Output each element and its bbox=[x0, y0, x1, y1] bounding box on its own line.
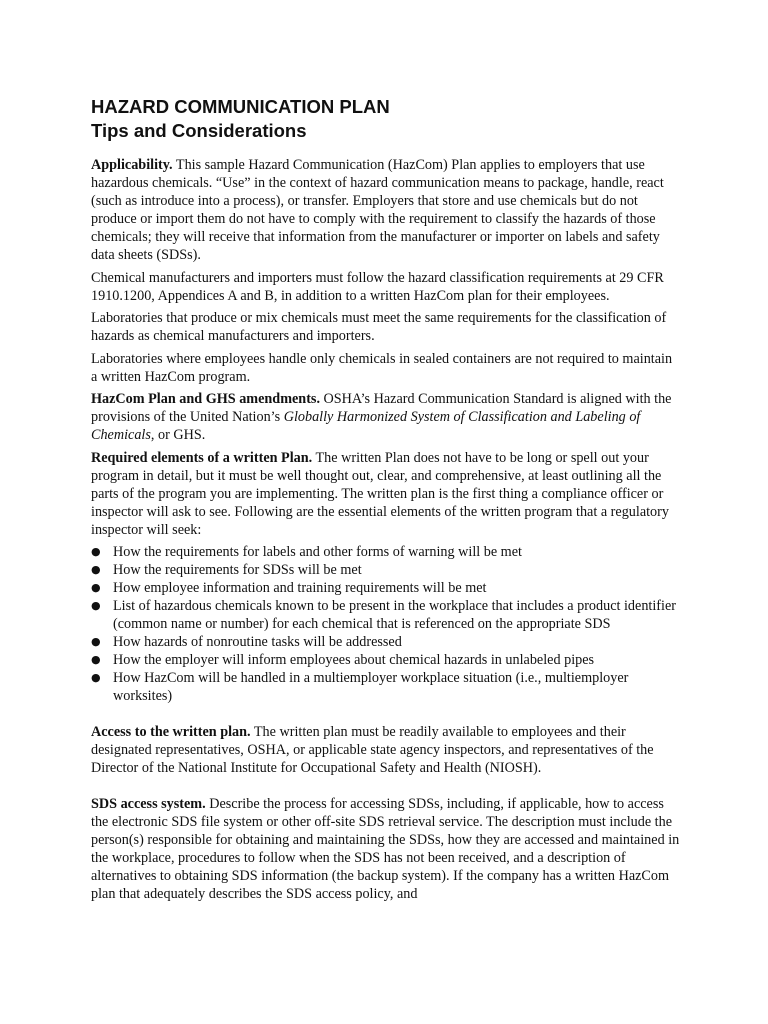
list-item bbox=[91, 543, 680, 561]
text-ghs-italic: Globally Harmonized System of Classification and Labeling of Chemicals bbox=[91, 409, 641, 443]
list-item-text: How hazards of nonroutine tasks will be addressed bbox=[113, 634, 402, 650]
bullet-icon: ● bbox=[91, 599, 101, 612]
lead-applicability: Applicability. bbox=[91, 157, 173, 173]
text-applicability: This sample Hazard Communication (HazCom) Plan applies to employers that use hazardous chemicals. “Use” in the context of hazard communication means to package, handle, react (such as introduce into a process), or transfer. Employers that store and use chemicals but do not produce or import them do not have to comply with the requirement to classify the hazards of those chemicals; they will receive that information from the manufacturer or importer on labels and safety data sheets (SDSs). bbox=[91, 157, 664, 263]
lead-access: Access to the written plan. bbox=[91, 724, 251, 740]
list-item-text: List of hazardous chemicals known to be present in the workplace that includes a product identifier (common name or number) for each chemical that is referenced on the appropriate SDS bbox=[113, 598, 676, 632]
text-required: The written Plan does not have to be long or spell out your program in detail, but it must be well thought out, clear, and comprehensive, at least outlining all the parts of the program you are implementing. The written plan is the first thing a compliance officer or inspector will ask to see. Following are the essential elements of the written program that a regulatory inspector will seek: bbox=[91, 449, 669, 538]
list-item bbox=[91, 669, 680, 705]
title-line-1: HAZARD COMMUNICATION PLAN bbox=[91, 96, 390, 117]
text-ghs-2: , or GHS. bbox=[150, 427, 206, 443]
lead-ghs: HazCom Plan and GHS amendments. bbox=[91, 391, 320, 407]
text-access: The written plan must be readily available to employees and their designated representatives, OSHA, or applicable state agency inspectors, and representatives of the Director of the National Institute for Occupational Safety and Health (NIOSH). bbox=[91, 724, 654, 776]
text-sds: Describe the process for accessing SDSs, including, if applicable, how to access the electronic SDS file system or other off-site SDS retrieval service. The description must include the person(s) responsible for obtaining and maintaining the SDSs, how they are accessed and maintained in the workplace, procedures to follow when the SDS has not been received, and a description of alternatives to obtaining SDS information (the backup system). If the company has a written HazCom plan that adequately describes the SDS access policy, and bbox=[91, 796, 680, 902]
paragraph-access bbox=[91, 723, 680, 777]
list-item-text: How the employer will inform employees about chemical hazards in unlabeled pipes bbox=[113, 652, 595, 668]
bullet-icon: ● bbox=[91, 671, 101, 684]
bullet-icon: ● bbox=[91, 545, 101, 558]
document-body bbox=[91, 156, 680, 903]
list-item bbox=[91, 651, 680, 669]
bullet-icon: ● bbox=[91, 635, 101, 648]
list-item-text: How employee information and training requirements will be met bbox=[113, 580, 487, 596]
paragraph-laboratories-sealed: Laboratories where employees handle only chemicals in sealed containers are not required to maintain a written HazCom program. bbox=[91, 350, 673, 385]
bullet-icon: ● bbox=[91, 581, 101, 594]
list-item bbox=[91, 561, 680, 579]
bullet-icon: ● bbox=[91, 653, 101, 666]
list-item bbox=[91, 633, 680, 651]
paragraph-laboratories-mix: Laboratories that produce or mix chemicals must meet the same requirements for the classification of hazards as chemical manufacturers and importers. bbox=[91, 310, 667, 344]
paragraph-ghs bbox=[91, 390, 680, 444]
document-title bbox=[91, 95, 680, 143]
paragraph-manufacturers: Chemical manufacturers and importers must follow the hazard classification requirements at 29 CFR 1910.1200, Appendices A and B, in addition to a written HazCom plan for their employees. bbox=[91, 269, 664, 304]
list-item bbox=[91, 597, 680, 633]
lead-sds: SDS access system. bbox=[91, 796, 206, 812]
paragraph-required-elements bbox=[91, 449, 680, 539]
paragraph-applicability bbox=[91, 156, 680, 264]
list-item-text: How the requirements for labels and other forms of warning will be met bbox=[113, 544, 522, 560]
paragraph-sds-access bbox=[91, 795, 680, 903]
text-ghs-1: OSHA’s Hazard Communication Standard is aligned with the provisions of the United Nation’s bbox=[91, 391, 672, 425]
lead-required: Required elements of a written Plan. bbox=[91, 449, 313, 466]
title-line-2: Tips and Considerations bbox=[91, 120, 307, 141]
required-elements-list bbox=[91, 543, 680, 705]
list-item-text: How HazCom will be handled in a multiemployer workplace situation (i.e., multiemployer worksites) bbox=[113, 670, 629, 704]
list-item bbox=[91, 579, 680, 597]
list-item-text: How the requirements for SDSs will be met bbox=[113, 562, 362, 578]
bullet-icon: ● bbox=[91, 563, 101, 576]
